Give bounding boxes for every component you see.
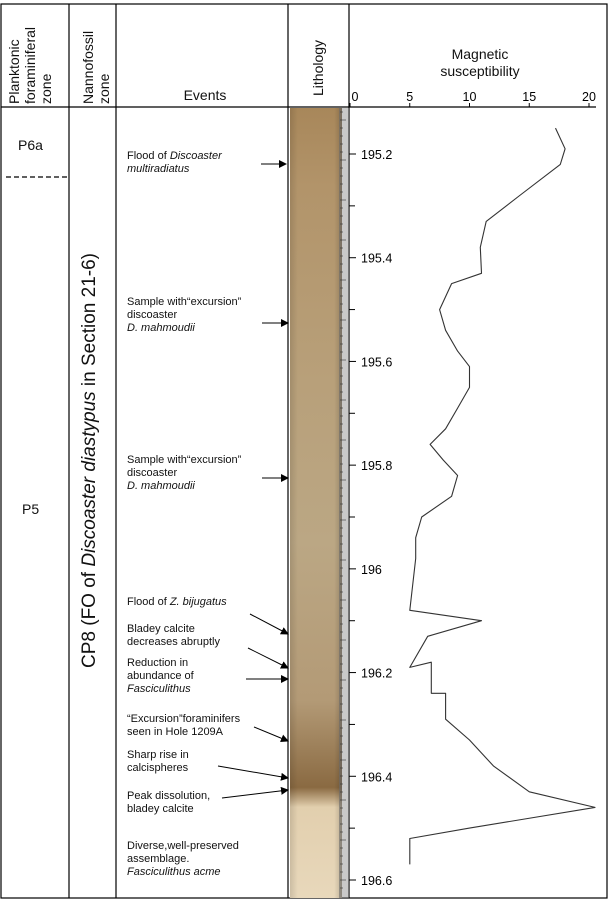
- mag-header-line-1: Magnetic: [451, 46, 509, 62]
- event-taxon-text: D. mahmoudii: [127, 480, 195, 492]
- mag-header-line-2: susceptibility: [440, 63, 520, 79]
- event-text: Sharp rise in: [127, 749, 189, 761]
- event-taxon-text: Fasciculithus acme: [127, 866, 221, 878]
- event-text: discoaster: [127, 467, 178, 479]
- nannofossil-label-species: Discoaster diastypus: [79, 391, 100, 567]
- y-tick-label: 196: [361, 562, 382, 577]
- event-text: Flood of: [127, 596, 170, 608]
- nannofossil-header-line-2: zone: [96, 73, 112, 104]
- event-text: Diverse,well-preserved: [127, 840, 239, 852]
- event-taxon-text: multiradiatus: [127, 163, 190, 175]
- nannofossil-label-post: in Section 21-6): [79, 252, 100, 392]
- lithology-header: Lithology: [310, 39, 326, 96]
- event-text: Sample with“excursion”: [127, 454, 242, 466]
- y-tick-label: 195.4: [361, 251, 393, 266]
- x-tick-label: 15: [522, 90, 537, 104]
- y-tick-label: 196.4: [361, 770, 393, 785]
- event-text: Peak dissolution,: [127, 790, 211, 802]
- event-taxon-text: D. mahmoudii: [127, 322, 195, 334]
- event-text: Flood of: [127, 150, 170, 162]
- y-tick-label: 195.6: [361, 355, 393, 370]
- nannofossil-header-line-1: Nannofossil: [80, 30, 96, 104]
- planktonic-header-line-1: Planktonic: [6, 39, 22, 104]
- planktonic-header-line-2: foraminiferal: [22, 26, 38, 104]
- event-text: discoaster: [127, 309, 178, 321]
- events-header: Events: [183, 87, 227, 103]
- nannofossil-label-pre: CP8 (FO of: [79, 566, 100, 668]
- event-taxon-text: Fasciculithus: [127, 683, 191, 695]
- event-text: Bladey calcite: [127, 623, 195, 635]
- event-taxon-text: Discoaster: [169, 150, 222, 162]
- x-tick-label: 5: [406, 90, 414, 104]
- event-text: bladey calcite: [127, 803, 194, 815]
- event-text: abundance of: [127, 670, 194, 682]
- x-tick-label: 0: [351, 90, 359, 104]
- x-tick-label: 10: [462, 90, 477, 104]
- x-tick-label: 20: [582, 90, 596, 104]
- planktonic-header-line-3: zone: [38, 73, 54, 104]
- zone-p5: P5: [22, 501, 40, 517]
- event-text: Sample with“excursion”: [127, 296, 242, 308]
- event-text: decreases abruptly: [127, 636, 220, 648]
- series-line-magnetic-susceptibility: [410, 128, 595, 864]
- y-tick-label: 195.8: [361, 459, 393, 474]
- y-tick-label: 195.2: [361, 148, 393, 162]
- event-text: calcispheres: [127, 762, 189, 774]
- event-text: Reduction in: [127, 657, 189, 669]
- y-tick-label: 196.2: [361, 666, 393, 681]
- event-text: “Excursion”foraminifers: [127, 713, 241, 725]
- event-text: seen in Hole 1209A: [127, 726, 224, 738]
- event-text: assemblage.: [127, 853, 190, 865]
- event-taxon-text: Z. bijugatus: [169, 596, 227, 608]
- zone-p6a: P6a: [18, 137, 43, 153]
- y-tick-label: 196.6: [361, 874, 393, 888]
